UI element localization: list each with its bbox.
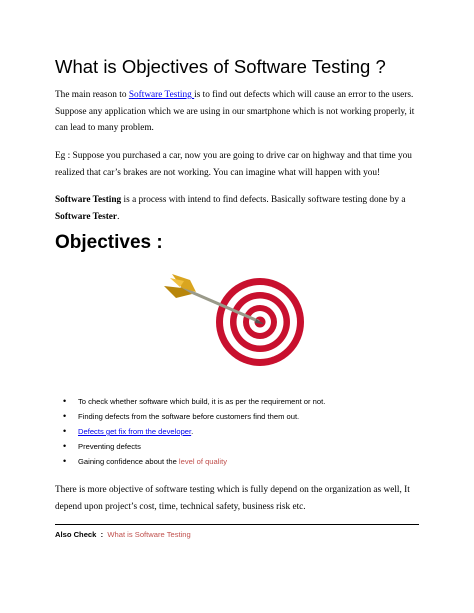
list-item-text: To check whether software which build, it is as per the requirement or not. bbox=[78, 397, 326, 406]
list-item bbox=[55, 454, 325, 469]
defects-fix-link[interactable]: Defects get fix from the developer bbox=[78, 427, 192, 436]
list-item-text-end: . bbox=[191, 427, 194, 436]
also-check-label: Also Check bbox=[55, 530, 97, 539]
also-check-separator: : bbox=[96, 530, 108, 539]
intro-paragraph bbox=[55, 87, 425, 137]
definition-middle: is a process with intend to find defects. Basically software testing done by a bbox=[121, 195, 406, 205]
list-item bbox=[55, 394, 325, 409]
definition-term: Software Testing bbox=[55, 195, 122, 205]
dart-target-icon bbox=[160, 272, 306, 372]
quality-highlight: level of quality bbox=[178, 457, 228, 466]
also-check-link[interactable]: What is Software Testing bbox=[107, 530, 191, 539]
list-item bbox=[55, 439, 325, 454]
bullet-icon: • bbox=[63, 456, 67, 466]
intro-text-start: The main reason to bbox=[55, 90, 129, 100]
bullet-icon: • bbox=[63, 411, 67, 421]
bullet-icon: • bbox=[63, 426, 67, 436]
list-item-text: Finding defects from the software before customers find them out. bbox=[78, 412, 300, 421]
list-item bbox=[55, 424, 325, 439]
bullet-icon: • bbox=[63, 396, 67, 406]
objectives-heading: Objectives : bbox=[55, 232, 163, 253]
list-item bbox=[55, 409, 325, 424]
page-title: What is Objectives of Software Testing ? bbox=[55, 56, 386, 77]
bullet-icon: • bbox=[63, 441, 67, 451]
intro-text-end: is to find out defects which will cause an error to the users. Suppose any application which we are using in our smartphone which is not working properly, it can lead to many problem. bbox=[55, 90, 415, 133]
closing-paragraph: There is more objective of software testing which is fully depend on the organization as well, It depend upon project’s cost, time, technical safety, business risk etc. bbox=[55, 485, 410, 512]
definition-tester: Software Tester bbox=[55, 211, 118, 222]
objectives-list bbox=[55, 394, 325, 469]
definition-end: . bbox=[117, 211, 120, 222]
also-check-footer bbox=[55, 530, 191, 539]
list-item-text: Preventing defects bbox=[78, 442, 141, 451]
definition-paragraph bbox=[55, 192, 425, 225]
footer-divider bbox=[55, 524, 419, 525]
example-paragraph: Eg : Suppose you purchased a car, now you are going to drive car on highway and that time you realized that car’s brakes are not working. You can imagine what will happen with you! bbox=[55, 151, 412, 178]
list-item-text: Gaining confidence about the bbox=[78, 457, 179, 466]
software-testing-link[interactable]: Software Testing bbox=[128, 90, 195, 100]
